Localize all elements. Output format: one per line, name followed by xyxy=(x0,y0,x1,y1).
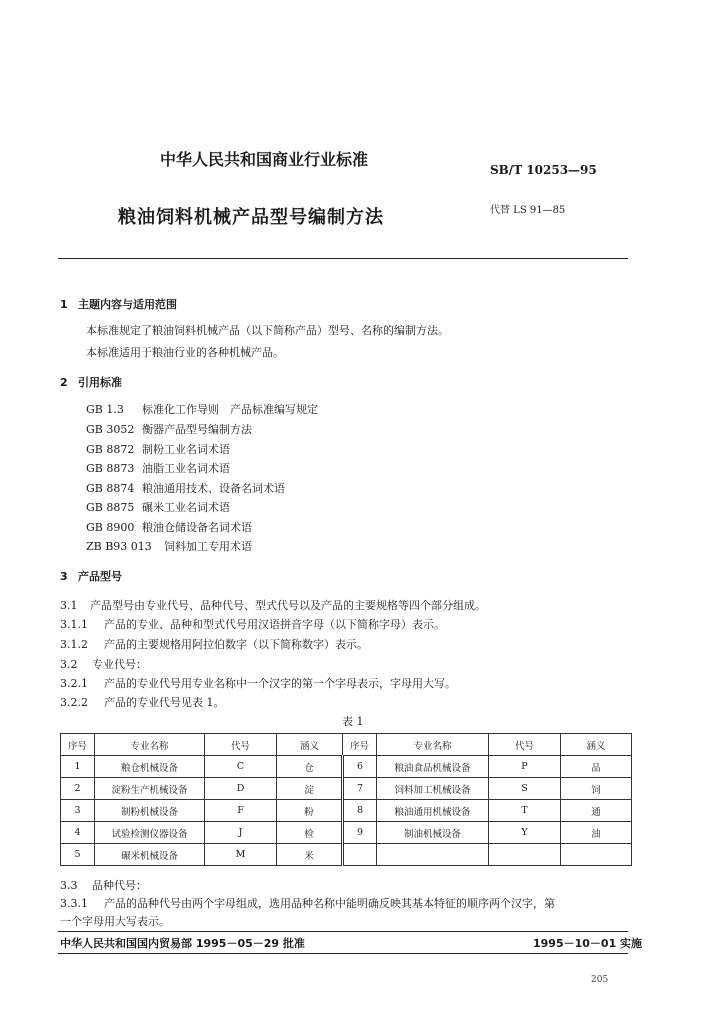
table-cell: 8 xyxy=(343,800,377,822)
reference-title: 饲料加工专用术语 xyxy=(164,540,252,553)
table-row xyxy=(61,800,632,822)
replaces-note: 代替 LS 91—85 xyxy=(490,205,566,216)
reference-code: GB 8874 xyxy=(86,482,135,495)
reference-title: 标准化工作导则 产品标准编写规定 xyxy=(142,403,318,416)
implementation-date: 1995－10－01 实施 xyxy=(533,937,643,950)
reference-code: GB 8873 xyxy=(86,462,135,475)
table-cell: 检 xyxy=(277,822,343,844)
table-cell xyxy=(489,844,561,866)
table-cell: 6 xyxy=(343,756,377,778)
table-cell: 3 xyxy=(61,800,95,822)
table-cell: 饲料加工机械设备 xyxy=(377,778,489,800)
table-cell: 碾米机械设备 xyxy=(95,844,205,866)
specialty-code-table xyxy=(60,733,632,866)
table-cell: 粉 xyxy=(277,800,343,822)
reference-item xyxy=(86,401,318,417)
clause-number: 3.3 xyxy=(60,879,78,892)
section-number: 3 xyxy=(60,570,68,583)
reference-item xyxy=(86,441,230,457)
section-title: 主题内容与适用范围 xyxy=(78,298,177,311)
standard-number: SB/T 10253—95 xyxy=(490,163,597,177)
table-cell: S xyxy=(489,778,561,800)
reference-code: GB 8872 xyxy=(86,443,135,456)
table-cell: D xyxy=(205,778,277,800)
table-cell xyxy=(561,844,632,866)
table-cell: 粮油通用机械设备 xyxy=(377,800,489,822)
paragraph: 本标准规定了粮油饲料机械产品（以下简称产品）型号、名称的编制方法。 xyxy=(86,324,449,337)
reference-title: 粮油通用技术、设备名词术语 xyxy=(142,482,285,495)
paragraph: 本标准适用于粮油行业的各种机械产品。 xyxy=(86,346,284,359)
clause xyxy=(60,675,456,691)
reference-item xyxy=(86,460,230,476)
table-row xyxy=(61,844,632,866)
clause-text: 品种代号： xyxy=(92,879,147,892)
table-cell: C xyxy=(205,756,277,778)
header-cell: 代号 xyxy=(205,734,277,756)
section-number: 2 xyxy=(60,376,68,389)
table-cell: 淀 xyxy=(277,778,343,800)
clause-number: 3.1.2 xyxy=(60,638,88,651)
footer-bottom-rule xyxy=(58,953,628,954)
table-cell: 淀粉生产机械设备 xyxy=(95,778,205,800)
table-row xyxy=(61,778,632,800)
issuer-heading: 中华人民共和国商业行业标准 xyxy=(160,150,369,169)
footer-rule xyxy=(58,931,628,932)
table-header-row xyxy=(61,734,632,756)
table-cell: 制油机械设备 xyxy=(377,822,489,844)
table-cell: T xyxy=(489,800,561,822)
page-number: 205 xyxy=(591,975,609,985)
reference-item xyxy=(86,421,252,437)
table-cell: P xyxy=(489,756,561,778)
table-cell xyxy=(377,844,489,866)
table-cell: 7 xyxy=(343,778,377,800)
table-cell: 1 xyxy=(61,756,95,778)
clause xyxy=(60,597,486,613)
clause xyxy=(60,895,555,911)
header-cell: 专业名称 xyxy=(95,734,205,756)
clause-text: 产品的品种代号由两个字母组成，选用品种名称中能明确反映其基本特征的顺序两个汉字，第 xyxy=(104,897,555,910)
clause-text: 一个字母用大写表示。 xyxy=(60,915,170,928)
table-cell: F xyxy=(205,800,277,822)
section-title: 引用标准 xyxy=(78,376,122,389)
clause-number: 3.2.1 xyxy=(60,677,88,690)
table-cell: 通 xyxy=(561,800,632,822)
reference-code: ZB B93 013 xyxy=(86,540,152,553)
table-row xyxy=(61,756,632,778)
clause-text: 产品的专业代号用专业名称中一个汉字的第一个字母表示，字母用大写。 xyxy=(104,677,456,690)
table-cell: 米 xyxy=(277,844,343,866)
clause-number: 3.2.2 xyxy=(60,696,88,709)
clause-continuation xyxy=(60,913,170,929)
section-3-heading xyxy=(60,568,122,584)
clause-number: 3.2 xyxy=(60,658,78,671)
table-cell: 油 xyxy=(561,822,632,844)
table-cell xyxy=(343,844,377,866)
clause-number: 3.1.1 xyxy=(60,618,88,631)
table-caption: 表 1 xyxy=(342,715,364,728)
table-cell: 试验检测仪器设备 xyxy=(95,822,205,844)
table-cell: 品 xyxy=(561,756,632,778)
document-title: 粮油饲料机械产品型号编制方法 xyxy=(118,207,384,228)
clause xyxy=(60,616,445,632)
section-number: 1 xyxy=(60,298,68,311)
reference-code: GB 3052 xyxy=(86,423,135,436)
reference-item xyxy=(86,480,285,496)
reference-item xyxy=(86,499,230,515)
approval-line: 中华人民共和国国内贸易部 1995－05－29 批准 xyxy=(60,937,305,950)
table-cell: 制粉机械设备 xyxy=(95,800,205,822)
reference-code: GB 1.3 xyxy=(86,403,124,416)
reference-code: GB 8875 xyxy=(86,501,135,514)
clause-text: 产品型号由专业代号、品种代号、型式代号以及产品的主要规格等四个部分组成。 xyxy=(90,599,486,612)
header-cell: 序号 xyxy=(343,734,377,756)
reference-code: GB 8900 xyxy=(86,521,135,534)
clause xyxy=(60,694,225,710)
reference-title: 粮油仓储设备名词术语 xyxy=(142,521,252,534)
table-cell: 5 xyxy=(61,844,95,866)
clause-text: 产品的专业代号见表 1。 xyxy=(104,696,225,709)
reference-item xyxy=(86,519,252,535)
section-title: 产品型号 xyxy=(78,570,122,583)
clause-text: 产品的专业、品种和型式代号用汉语拼音字母（以下简称字母）表示。 xyxy=(104,618,445,631)
clause xyxy=(60,636,368,652)
header-cell: 序号 xyxy=(61,734,95,756)
section-1-heading xyxy=(60,296,177,312)
table-cell: 2 xyxy=(61,778,95,800)
reference-title: 油脂工业名词术语 xyxy=(142,462,230,475)
table-cell: 仓 xyxy=(277,756,343,778)
table-cell: Y xyxy=(489,822,561,844)
clause xyxy=(60,877,147,893)
clause xyxy=(60,656,147,672)
table-row xyxy=(61,822,632,844)
header-cell: 专业名称 xyxy=(377,734,489,756)
table-cell: M xyxy=(205,844,277,866)
table-cell: J xyxy=(205,822,277,844)
table-cell: 粮油食品机械设备 xyxy=(377,756,489,778)
clause-text: 产品的主要规格用阿拉伯数字（以下简称数字）表示。 xyxy=(104,638,368,651)
clause-number: 3.3.1 xyxy=(60,897,88,910)
clause-number: 3.1 xyxy=(60,599,78,612)
clause-text: 专业代号： xyxy=(92,658,147,671)
section-2-heading xyxy=(60,374,122,390)
reference-title: 碾米工业名词术语 xyxy=(142,501,230,514)
table-cell: 9 xyxy=(343,822,377,844)
table-cell: 饲 xyxy=(561,778,632,800)
table-cell: 4 xyxy=(61,822,95,844)
reference-item xyxy=(86,538,252,554)
header-cell: 涵义 xyxy=(277,734,343,756)
reference-title: 制粉工业名词术语 xyxy=(142,443,230,456)
reference-title: 衡器产品型号编制方法 xyxy=(142,423,252,436)
header-cell: 代号 xyxy=(489,734,561,756)
table-cell: 粮仓机械设备 xyxy=(95,756,205,778)
header-cell: 涵义 xyxy=(561,734,632,756)
header-rule xyxy=(58,258,628,259)
